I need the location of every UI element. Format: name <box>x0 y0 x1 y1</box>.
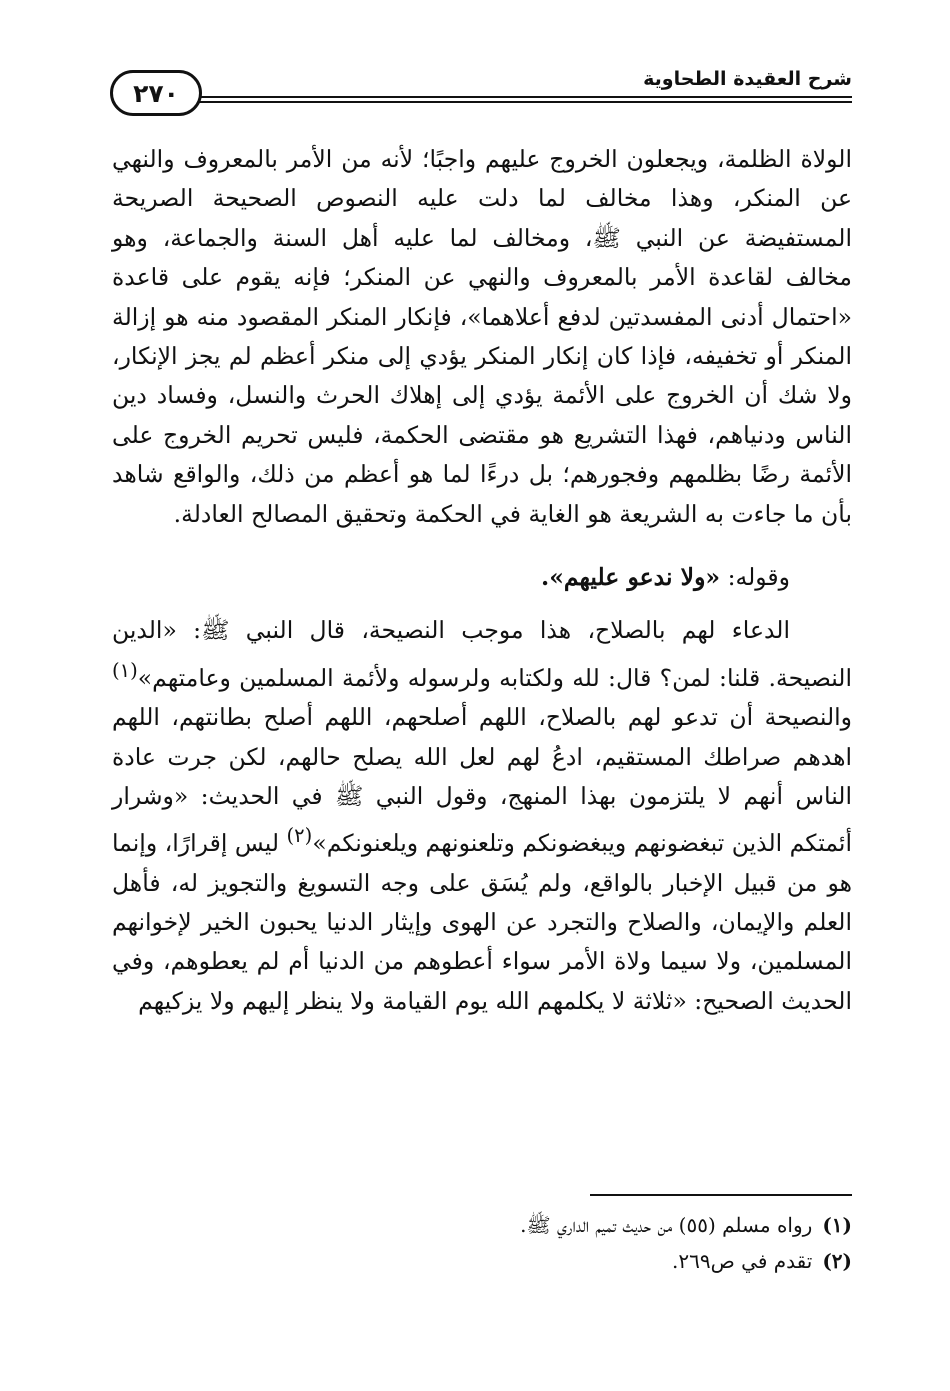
footnote-1-number: (١) <box>822 1213 852 1237</box>
footnote-1-text: رواه مسلم (٥٥) من حديث تميم الداري ﷺ. <box>520 1213 813 1237</box>
paragraph-3-part-2: والنصيحة أن تدعو لهم بالصلاح، اللهم أصلحهم، اللهم أصلح بطانتهم، اللهم اهدهم صراطك المستقيم، ادعُ لهم لعل الله يصلح حالهم، لكن جرت عادة الناس أنهم لا يلتزمون بهذا المنهج، وقول النبي ﷺ في الحديث: «وشرار أئمتكم الذين تبغضونهم ويبغضونكم وتلعنونهم ويلعنونكم» <box>112 703 852 858</box>
footnote-ref-2[interactable]: (٢) <box>286 824 313 848</box>
footnote-ref-1[interactable]: (١) <box>112 658 138 682</box>
paragraph-3 <box>112 611 852 1021</box>
paragraph-3-part-1: الدعاء لهم بالصلاح، هذا موجب النصيحة، قال النبي ﷺ: «الدين النصيحة. قلنا: لمن؟ قال: لله ولكتابه ولرسوله ولأئمة المسلمين وعامتهم» <box>112 616 852 692</box>
footnote-2-number: (٢) <box>822 1249 852 1273</box>
page-number-badge <box>110 70 202 116</box>
header-rule-top <box>112 96 852 98</box>
paragraph-3-part-3: ليس إقرارًا، وإنما هو من قبيل الإخبار بالواقع، ولم يُسَق على وجه التسويغ والتجويز له، فأهل العلم والإيمان، والصلاح والتجرد عن الهوى وإيثار الدنيا يحبون الخير لإخوانهم المسلمين، ولا سيما ولاة الأمر سواء أعطوهم من الدنيا أم لم يعطوهم، وفي الحديث الصحيح: «ثلاثة لا يكلمهم الله يوم القيامة ولا ينظر إليهم ولا يزكيهم <box>112 829 852 1015</box>
paragraph-2 <box>112 558 852 597</box>
footnote-2 <box>112 1244 852 1278</box>
footnote-1 <box>112 1208 852 1242</box>
footnote-2-text: تقدم في ص٢٦٩. <box>672 1249 813 1273</box>
footnote-separator <box>590 1194 852 1196</box>
matn-quote: «ولا ندعو عليهم». <box>541 563 721 592</box>
book-title: شرح العقيدة الطحاوية <box>643 68 852 90</box>
header-rule-bottom <box>112 101 852 103</box>
paragraph-2-prefix: وقوله: <box>720 563 790 592</box>
page-header <box>112 66 852 122</box>
page-number: ٢٧٠ <box>133 78 179 108</box>
footnotes <box>112 1208 852 1280</box>
paragraph-1: الولاة الظلمة، ويجعلون الخروج عليهم واجبًا؛ لأنه من الأمر بالمعروف والنهي عن المنكر، وهذا مخالف لما دلت عليه النصوص الصحيحة الصريحة المستفيضة عن النبي ﷺ، ومخالف لما عليه أهل السنة والجماعة، وهو مخالف لقاعدة الأمر بالمعروف والنهي عن المنكر؛ فإنه يقوم على قاعدة «احتمال أدنى المفسدتين لدفع أعلاهما»، فإنكار المنكر المقصود منه هو إزالة المنكر أو تخفيفه، فإذا كان إنكار المنكر يؤدي إلى منكر أعظم لم يجز الإنكار، ولا شك أن الخروج على الأئمة يؤدي إلى إهلاك الحرث والنسل، وفساد دين الناس ودنياهم، فهذا التشريع هو مقتضى الحكمة، فليس تحريم الخروج على الأئمة رضًا بظلمهم وفجورهم؛ بل درءًا لما هو أعظم من ذلك، والواقع شاهد بأن ما جاءت به الشريعة هو الغاية في الحكمة وتحقيق المصالح العادلة. <box>112 145 852 528</box>
page-body <box>112 140 852 1021</box>
